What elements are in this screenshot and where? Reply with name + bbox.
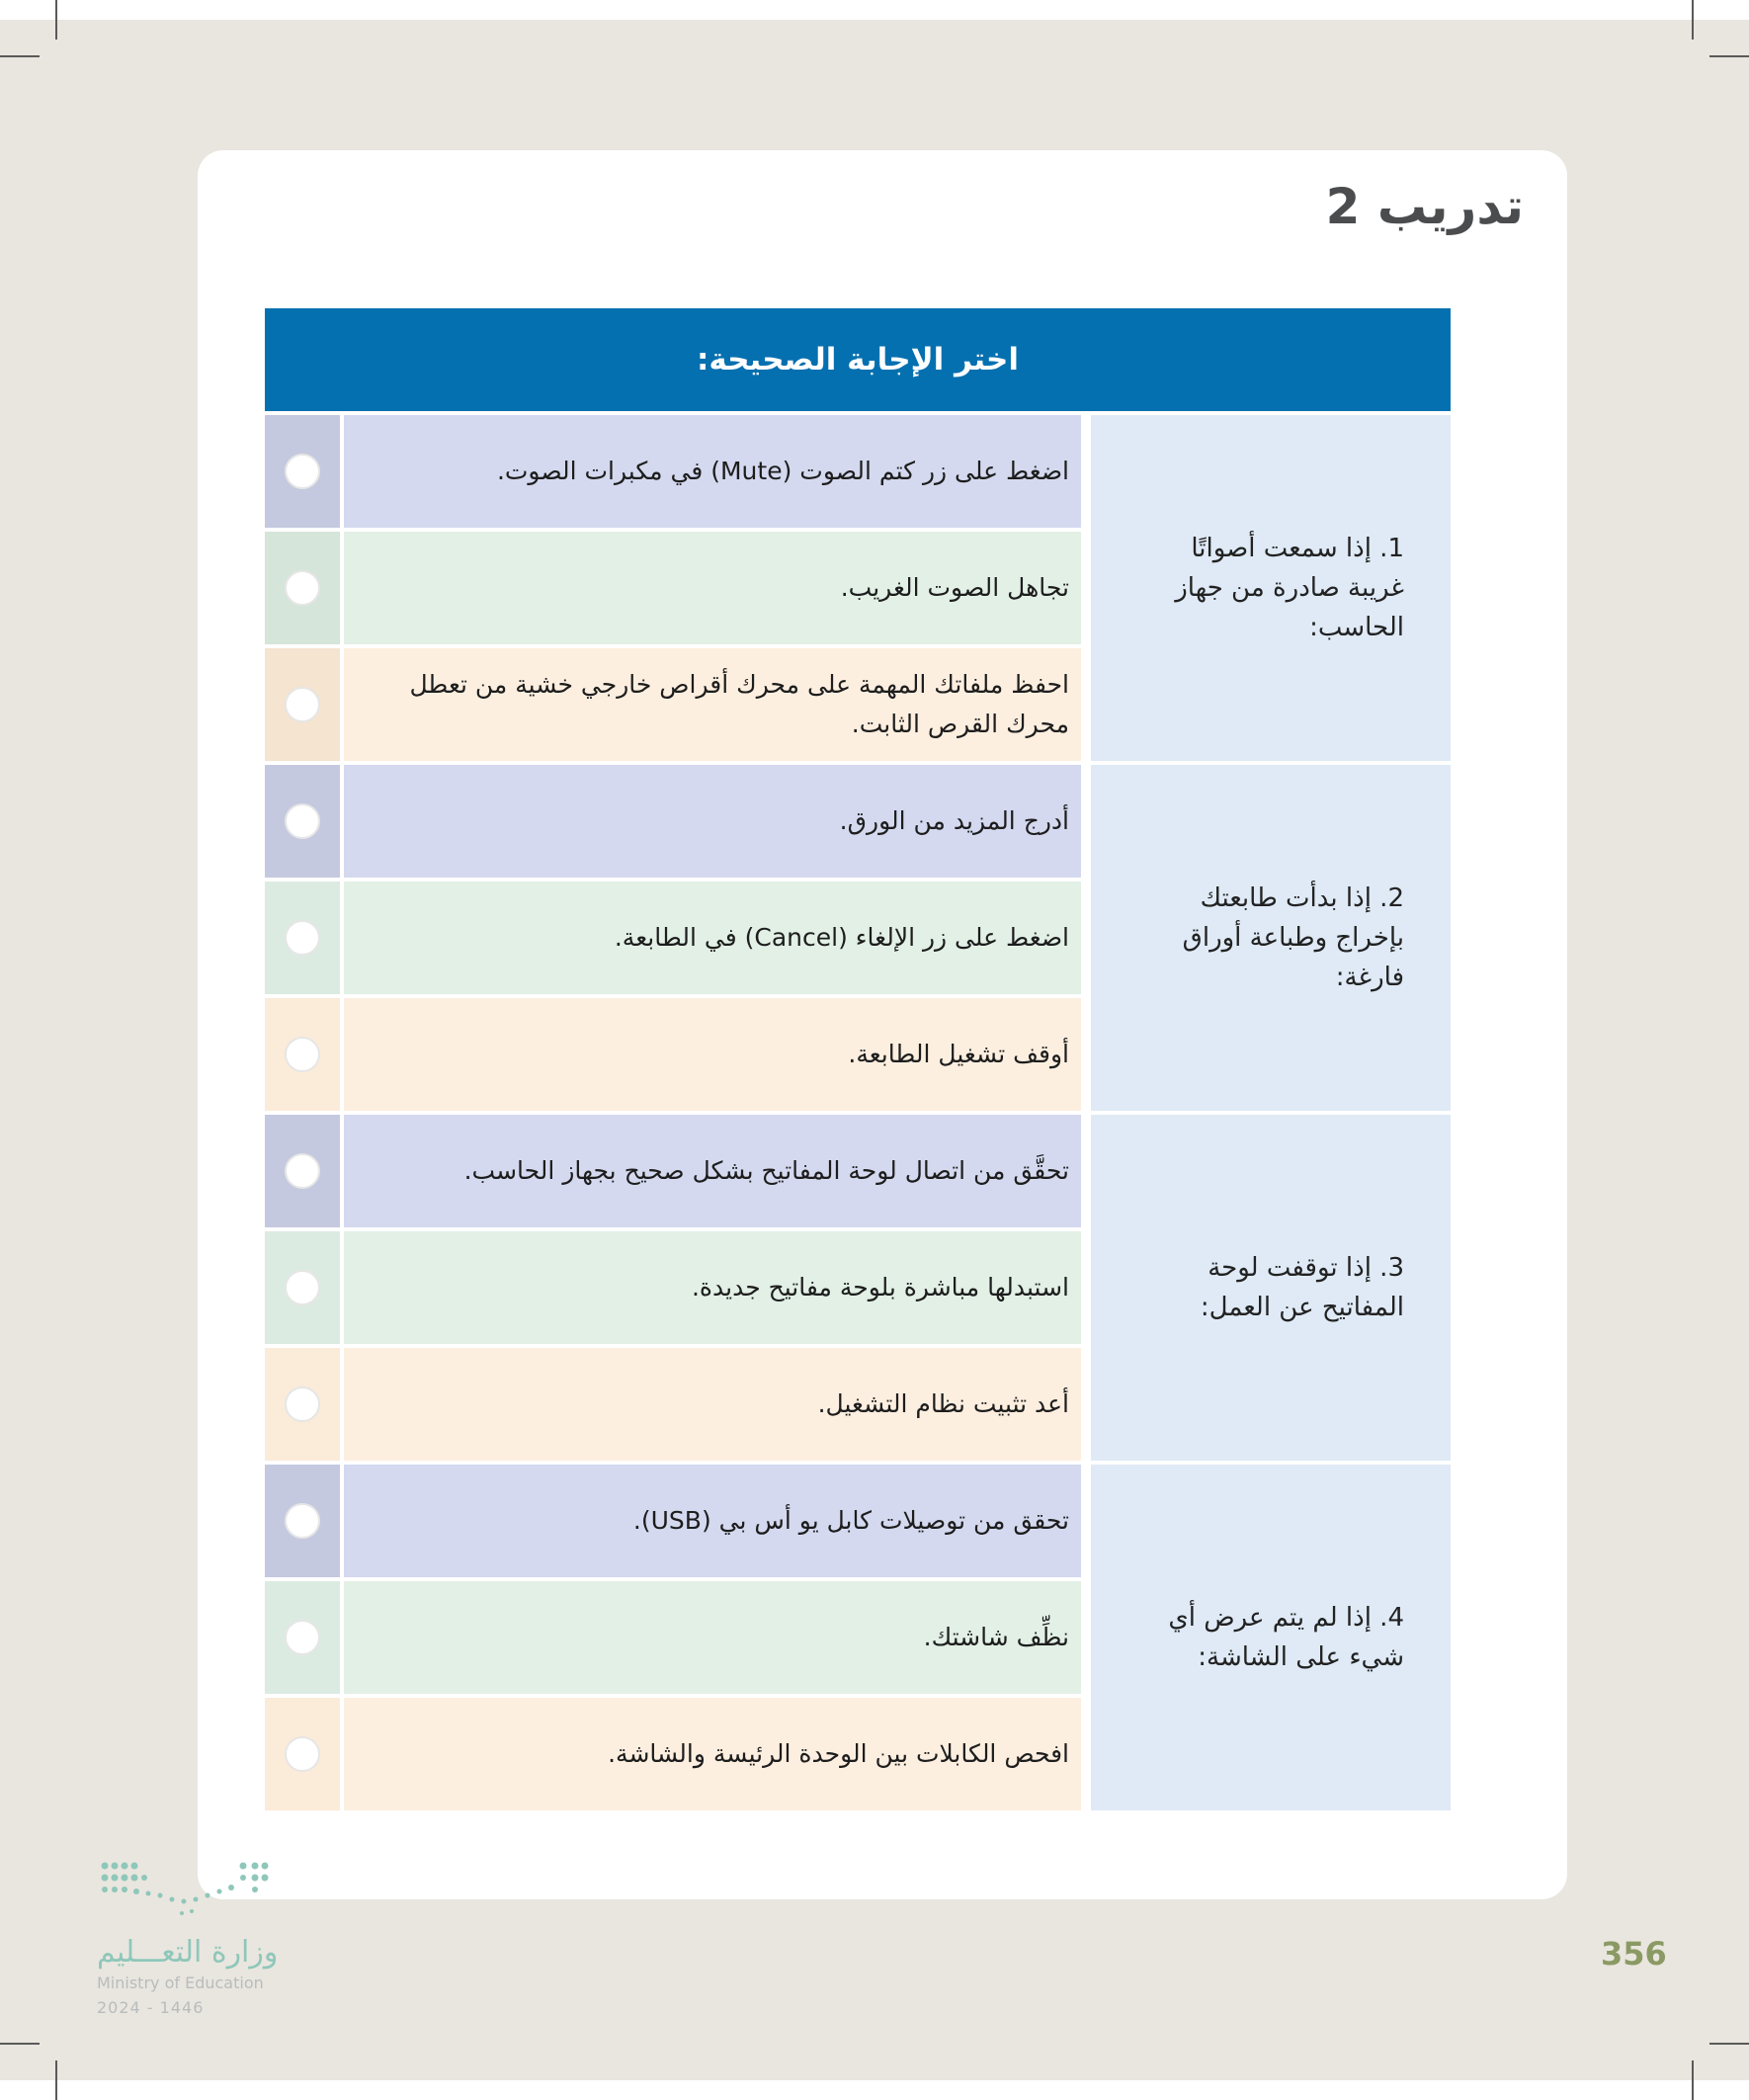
radio-cell[interactable]: [265, 1465, 340, 1577]
question-group-1: [265, 415, 1451, 761]
answer-text: أدرج المزيد من الورق.: [839, 806, 1069, 835]
question-cell: [1091, 415, 1451, 761]
radio-cell[interactable]: [265, 648, 340, 761]
radio-cell[interactable]: [265, 998, 340, 1111]
answer-option: [344, 1231, 1081, 1344]
answer-text: تحقق من توصيلات كابل يو أس بي (USB).: [632, 1506, 1069, 1535]
radio-button-icon[interactable]: [285, 1270, 320, 1305]
radio-button-icon[interactable]: [285, 570, 320, 606]
crop-mark: [1692, 2060, 1694, 2100]
answer-option: [344, 648, 1081, 761]
answers-column: [344, 1465, 1081, 1810]
radio-button-icon[interactable]: [285, 454, 320, 489]
crop-mark: [1709, 2043, 1749, 2045]
answer-text: اضغط على زر كتم الصوت (Mute) في مكبرات الصوت.: [496, 457, 1069, 485]
crop-mark: [55, 0, 57, 40]
radio-column: [265, 1115, 340, 1461]
crop-mark: [0, 2043, 40, 2045]
answer-text: استبدلها مباشرة بلوحة مفاتيح جديدة.: [691, 1273, 1069, 1302]
radio-cell[interactable]: [265, 532, 340, 644]
radio-button-icon[interactable]: [285, 1153, 320, 1189]
answer-text: احفظ ملفاتك المهمة على محرك أقراص خارجي خشية من تعطل محرك القرص الثابت.: [409, 670, 1069, 738]
answer-option: [344, 415, 1081, 528]
crop-mark: [55, 2060, 57, 2100]
radio-button-icon[interactable]: [285, 920, 320, 956]
answers-column: [344, 415, 1081, 761]
question-text: 2. إذا بدأت طابعتك بإخراج وطباعة أوراق فارغة:: [1182, 883, 1404, 992]
page-number: 356: [1601, 1935, 1667, 1973]
answer-option: [344, 882, 1081, 994]
answer-option: [344, 765, 1081, 878]
answer-option: [344, 1115, 1081, 1227]
answer-text: نظِّف شاشتك.: [923, 1623, 1069, 1651]
answer-option: [344, 1348, 1081, 1461]
radio-column: [265, 765, 340, 1111]
question-cell: [1091, 1465, 1451, 1810]
answer-option: [344, 1465, 1081, 1577]
exercise-card: [198, 150, 1567, 1899]
radio-button-icon[interactable]: [285, 803, 320, 839]
top-margin-strip: [0, 0, 1749, 20]
answer-option: [344, 998, 1081, 1111]
page-title: تدريب 2: [1325, 178, 1524, 235]
answer-text: أوقف تشغيل الطابعة.: [848, 1040, 1069, 1068]
question-cell: [1091, 765, 1451, 1111]
radio-column: [265, 1465, 340, 1810]
ministry-logo-dots-icon: [97, 1856, 275, 1915]
question-group-2: [265, 765, 1451, 1111]
radio-cell[interactable]: [265, 1698, 340, 1810]
answer-text: اضغط على زر الإلغاء (Cancel) في الطابعة.: [614, 923, 1069, 952]
radio-button-icon[interactable]: [285, 1736, 320, 1772]
answer-option: [344, 532, 1081, 644]
question-group-3: [265, 1115, 1451, 1461]
answers-column: [344, 765, 1081, 1111]
answer-text: افحص الكابلات بين الوحدة الرئيسة والشاشة.: [608, 1739, 1069, 1768]
question-text: 3. إذا توقفت لوحة المفاتيح عن العمل:: [1200, 1253, 1404, 1322]
answer-text: تحقَّق من اتصال لوحة المفاتيح بشكل صحيح بجهاز الحاسب.: [463, 1156, 1069, 1185]
radio-cell[interactable]: [265, 882, 340, 994]
answers-column: [344, 1115, 1081, 1461]
radio-cell[interactable]: [265, 765, 340, 878]
crop-mark: [1692, 0, 1694, 40]
crop-mark: [0, 55, 40, 57]
radio-button-icon[interactable]: [285, 1620, 320, 1655]
radio-cell[interactable]: [265, 1348, 340, 1461]
radio-button-icon[interactable]: [285, 687, 320, 722]
question-text: 1. إذا سمعت أصواتًا غريبة صادرة من جهاز الحاسب:: [1175, 534, 1404, 642]
radio-cell[interactable]: [265, 1581, 340, 1694]
table-header: اختر الإجابة الصحيحة:: [265, 308, 1451, 411]
answer-text: تجاهل الصوت الغريب.: [840, 573, 1069, 602]
radio-button-icon[interactable]: [285, 1037, 320, 1072]
answer-option: [344, 1698, 1081, 1810]
quiz-table: [265, 308, 1451, 1810]
radio-column: [265, 415, 340, 761]
crop-mark: [1709, 55, 1749, 57]
answer-text: أعد تثبيت نظام التشغيل.: [817, 1389, 1069, 1418]
radio-cell[interactable]: [265, 1115, 340, 1227]
radio-button-icon[interactable]: [285, 1503, 320, 1539]
radio-button-icon[interactable]: [285, 1386, 320, 1422]
ministry-name-arabic: وزارة التعـــليم: [97, 1935, 279, 1970]
ministry-name-english: Ministry of Education: [97, 1974, 264, 1992]
academic-year: 2024 - 1446: [97, 1998, 205, 2017]
question-cell: [1091, 1115, 1451, 1461]
ministry-logo: [97, 1856, 294, 2017]
radio-cell[interactable]: [265, 415, 340, 528]
question-group-4: [265, 1465, 1451, 1810]
question-text: 4. إذا لم يتم عرض أي شيء على الشاشة:: [1168, 1603, 1404, 1672]
answer-option: [344, 1581, 1081, 1694]
bottom-margin-strip: [0, 2080, 1749, 2100]
radio-cell[interactable]: [265, 1231, 340, 1344]
